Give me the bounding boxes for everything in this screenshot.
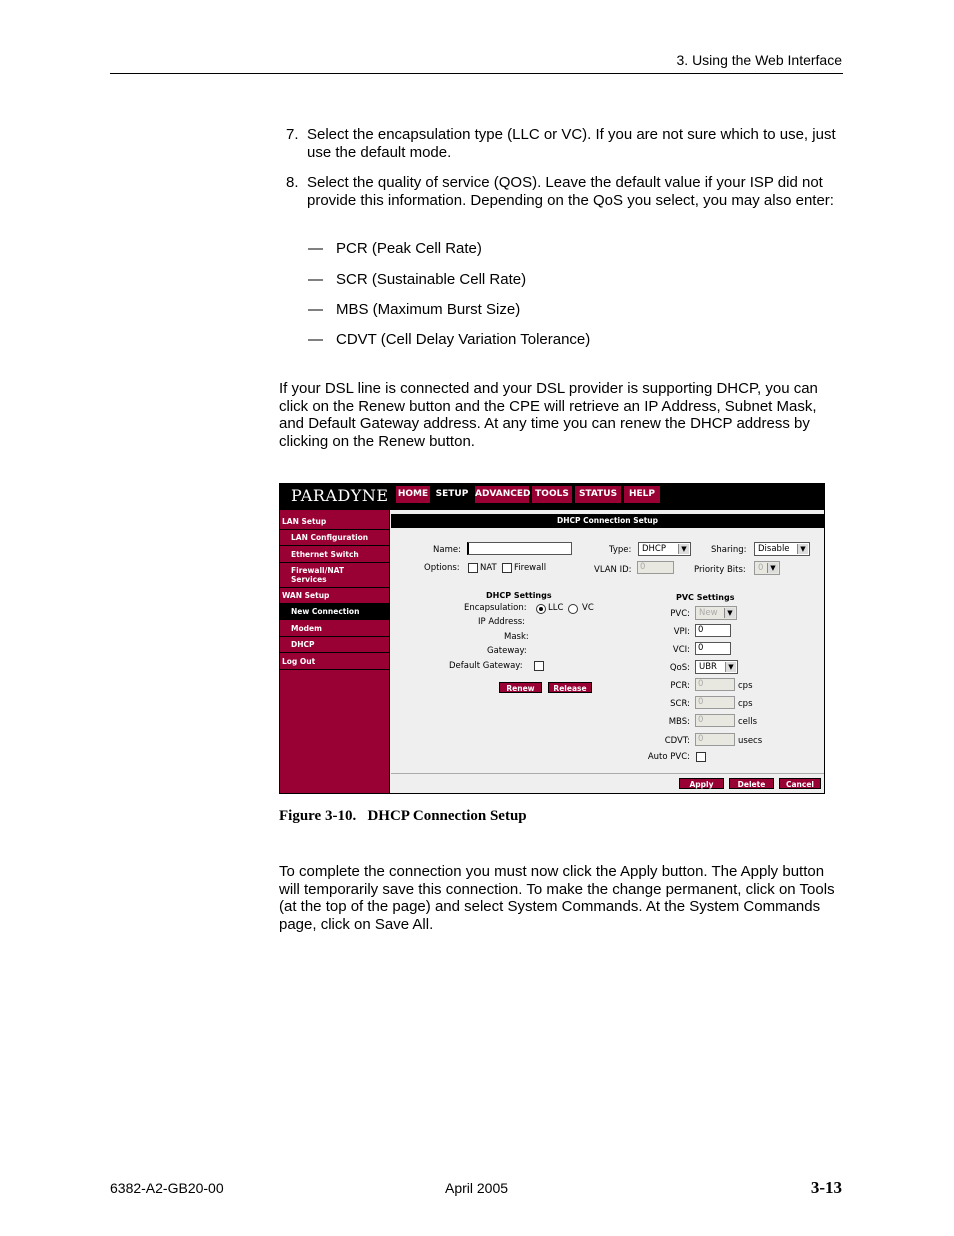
step-number: 8.: [286, 174, 299, 191]
page-title: DHCP Connection Setup: [391, 514, 824, 528]
nav-help[interactable]: HELP: [624, 486, 660, 503]
dash-mark: —: [308, 301, 323, 318]
sidebar-item-modem[interactable]: Modem: [280, 621, 389, 637]
cdvt-input[interactable]: 0: [695, 733, 735, 746]
auto-pvc-label: Auto PVC:: [647, 752, 690, 762]
pvc-select[interactable]: [695, 606, 737, 620]
delete-button[interactable]: Delete: [729, 778, 774, 789]
llc-label: LLC: [548, 603, 564, 613]
pvc-value: New: [699, 608, 718, 618]
sharing-value: Disable: [758, 544, 790, 554]
sidebar-item-log-out[interactable]: Log Out: [280, 654, 389, 670]
mask-label: Mask:: [504, 632, 529, 642]
dash-mark: —: [308, 240, 323, 257]
pcr-input[interactable]: 0: [695, 678, 735, 691]
chevron-down-icon: ▼: [678, 544, 689, 554]
header-rule: [110, 73, 843, 74]
chevron-down-icon: ▼: [767, 563, 778, 573]
apply-paragraph: To complete the connection you must now click the Apply button. The Apply button will temporarily save this connection. To make the change permanent, click on Tools (at the top of the page) and select System Commands. At the System Commands page, click on Save All.: [279, 863, 835, 934]
sidebar-item-firewall-nat[interactable]: Firewall/NAT Services: [280, 563, 389, 588]
top-nav-bar: [280, 484, 824, 510]
step-text: Select the encapsulation type (LLC or VC). If you are not sure which to use, just use the default mode.: [307, 126, 836, 161]
step-text: Select the quality of service (QOS). Leave the default value if your ISP did not provide this information. Depending on the QoS you select, you may also enter:: [307, 174, 834, 209]
pvc-label: PVC:: [670, 609, 690, 619]
renew-button[interactable]: Renew: [499, 682, 542, 693]
vlan-label: VLAN ID:: [594, 565, 632, 575]
sharing-label: Sharing:: [711, 545, 747, 555]
options-label: Options:: [424, 563, 460, 573]
pcr-label: PCR:: [670, 681, 690, 691]
footer-doc-id: 6382-A2-GB20-00: [110, 1180, 224, 1196]
mbs-label: MBS:: [668, 717, 690, 727]
dash-item-text: CDVT (Cell Delay Variation Tolerance): [336, 331, 591, 348]
figure-caption: Figure 3-10. DHCP Connection Setup: [279, 808, 527, 824]
type-label: Type:: [609, 545, 632, 555]
page-number: 3-13: [810, 1178, 842, 1197]
type-value: DHCP: [642, 544, 666, 554]
sharing-select[interactable]: [754, 542, 810, 556]
dash-item-text: SCR (Sustainable Cell Rate): [336, 271, 527, 288]
pvc-settings-heading: PVC Settings: [676, 593, 735, 602]
sidebar-item-wan-setup[interactable]: WAN Setup: [280, 588, 389, 604]
name-input[interactable]: [467, 542, 572, 555]
chevron-down-icon: ▼: [725, 662, 736, 672]
gateway-label: Gateway:: [487, 646, 527, 656]
vc-radio[interactable]: [568, 604, 578, 614]
release-button[interactable]: Release: [548, 682, 592, 693]
step-number: 7.: [286, 126, 299, 143]
vlan-input[interactable]: 0: [637, 561, 674, 574]
dhcp-setup-screenshot: [279, 483, 825, 794]
dash-mark: —: [308, 331, 323, 348]
dash-item-text: MBS (Maximum Burst Size): [336, 301, 521, 318]
nav-advanced[interactable]: ADVANCED: [475, 486, 529, 503]
llc-radio[interactable]: [536, 604, 546, 614]
vci-label: VCI:: [672, 645, 690, 655]
dash-mark: —: [308, 271, 323, 288]
vpi-input[interactable]: 0: [695, 624, 731, 637]
sidebar-item-new-connection[interactable]: New Connection: [280, 604, 389, 620]
scr-label: SCR:: [670, 699, 690, 709]
name-label: Name:: [433, 545, 461, 555]
sidebar-item-ethernet-switch[interactable]: Ethernet Switch: [280, 547, 389, 563]
sidebar-item-lan-setup[interactable]: LAN Setup: [280, 514, 389, 530]
nav-home[interactable]: HOME: [396, 486, 430, 503]
scr-unit: cps: [738, 699, 753, 709]
qos-value: UBR: [699, 662, 717, 672]
scr-input[interactable]: 0: [695, 696, 735, 709]
priority-label: Priority Bits:: [694, 565, 746, 575]
qos-label: QoS:: [669, 663, 690, 673]
cancel-button[interactable]: Cancel: [779, 778, 821, 789]
nav-setup[interactable]: SETUP: [432, 486, 472, 503]
cdvt-unit: usecs: [738, 736, 763, 746]
cdvt-label: CDVT:: [664, 736, 690, 746]
sidebar-item-lan-configuration[interactable]: LAN Configuration: [280, 530, 389, 546]
divider: [391, 773, 824, 774]
nat-checkbox[interactable]: [468, 563, 478, 573]
firewall-label: Firewall: [514, 563, 547, 573]
vpi-label: VPI:: [673, 627, 690, 637]
nav-tools[interactable]: TOOLS: [532, 486, 572, 503]
mbs-unit: cells: [738, 717, 758, 727]
sidebar-item-dhcp[interactable]: DHCP: [280, 637, 389, 653]
priority-value: 0: [758, 563, 764, 573]
paradyne-logo: PARADYNE: [291, 486, 389, 505]
apply-button[interactable]: Apply: [679, 778, 724, 789]
dhcp-paragraph: If your DSL line is connected and your DSL provider is supporting DHCP, you can click on the Renew button and the CPE will retrieve an IP Address, Subnet Mask, and Default Gateway address. At any time you can renew the DHCP address by clicking on the Renew button.: [279, 380, 818, 451]
nat-label: NAT: [480, 563, 497, 573]
default-gateway-checkbox[interactable]: [534, 661, 544, 671]
firewall-checkbox[interactable]: [502, 563, 512, 573]
running-header: 3. Using the Web Interface: [676, 52, 842, 68]
chevron-down-icon: ▼: [797, 544, 808, 554]
type-select[interactable]: [638, 542, 691, 556]
sidebar: [280, 510, 390, 794]
mbs-input[interactable]: 0: [695, 714, 735, 727]
vci-input[interactable]: 0: [695, 642, 731, 655]
nav-status[interactable]: STATUS: [575, 486, 621, 503]
dhcp-settings-heading: DHCP Settings: [486, 591, 552, 600]
ip-address-label: IP Address:: [478, 617, 526, 627]
qos-select[interactable]: [695, 660, 738, 674]
dash-item-text: PCR (Peak Cell Rate): [336, 240, 482, 257]
chevron-down-icon: ▼: [724, 608, 735, 618]
footer-date: April 2005: [445, 1180, 509, 1196]
vc-label: VC: [582, 603, 594, 613]
default-gateway-label: Default Gateway:: [449, 661, 523, 671]
pcr-unit: cps: [738, 681, 753, 691]
encapsulation-label: Encapsulation:: [464, 603, 527, 613]
auto-pvc-checkbox[interactable]: [696, 752, 706, 762]
priority-select[interactable]: [754, 561, 780, 575]
